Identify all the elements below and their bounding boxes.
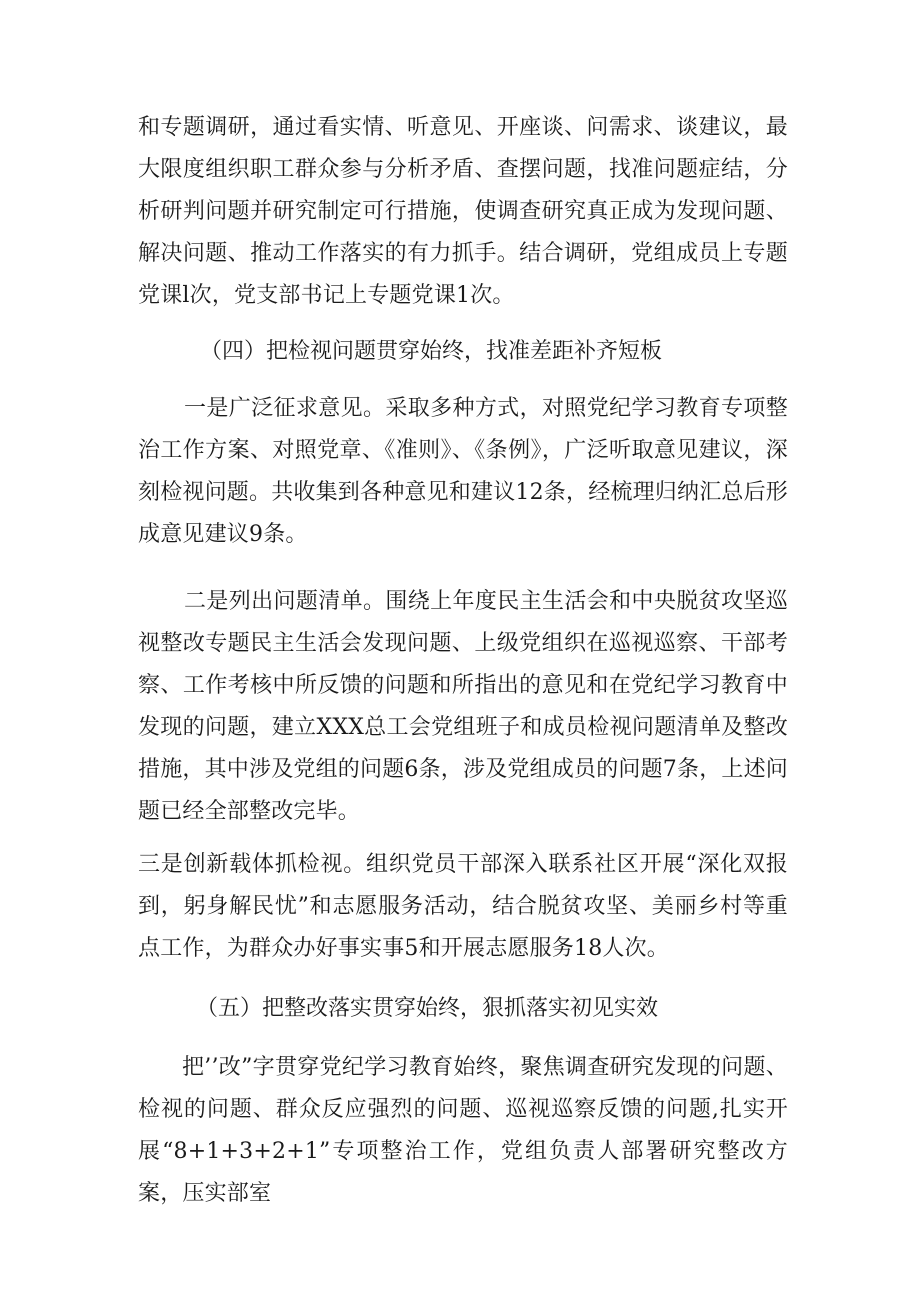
section-heading-5: （五）把整改落实贯穿始终，狠抓落实初见实效 xyxy=(196,996,659,1021)
section-heading-4: （四）把检视问题贯穿始终，找准差距补齐短板 xyxy=(200,339,663,364)
paragraph-4-2: 二是列出问题清单。围绕上年度民主生活会和中央脱贫攻坚巡视整改专题民主生活会发现问题、上级党组织在巡视巡察、干部考察、工作考核中所反馈的问题和所指出的意见和在党纪学习教育中发现的问题，建立XXX总工会党组班子和成员检视问题清单及整改措施，其中涉及党组的问题6条，涉及党组成员的问题7条，上述问题已经全部整改完毕。 xyxy=(138,589,788,824)
paragraph-5-1: 把’’改”字贯穿党纪学习教育始终，聚焦调查研究发现的问题、检视的问题、群众反应强烈的问题、巡视巡察反馈的问题,扎实开展“8+1+3+2+1”专项整治工作，党组负责人部署研究整改方案，压实部室 xyxy=(138,1055,788,1206)
paragraph-intro: 和专题调研，通过看实情、听意见、开座谈、问需求、谈建议，最大限度组织职工群众参与分析矛盾、查摆问题，找准问题症结，分析研判问题并研究制定可行措施，使调查研究真正成为发现问题、解决问题、推动工作落实的有力抓手。结合调研，党组成员上专题党课l次，党支部书记上专题党课1次。 xyxy=(138,115,788,308)
paragraph-4-3: 三是创新载体抓检视。组织党员干部深入联系社区开展“深化双报到，躬身解民忧”和志愿服务活动，结合脱贫攻坚、美丽乡村等重点工作，为群众办好事实事5和开展志愿服务18人次。 xyxy=(138,852,788,961)
paragraph-4-1: 一是广泛征求意见。采取多种方式，对照党纪学习教育专项整治工作方案、对照党章、《准则》、《条例》，广泛听取意见建议，深刻检视问题。共收集到各种意见和建议12条，经梳理归纳汇总后形成意见建议9条。 xyxy=(138,396,788,547)
